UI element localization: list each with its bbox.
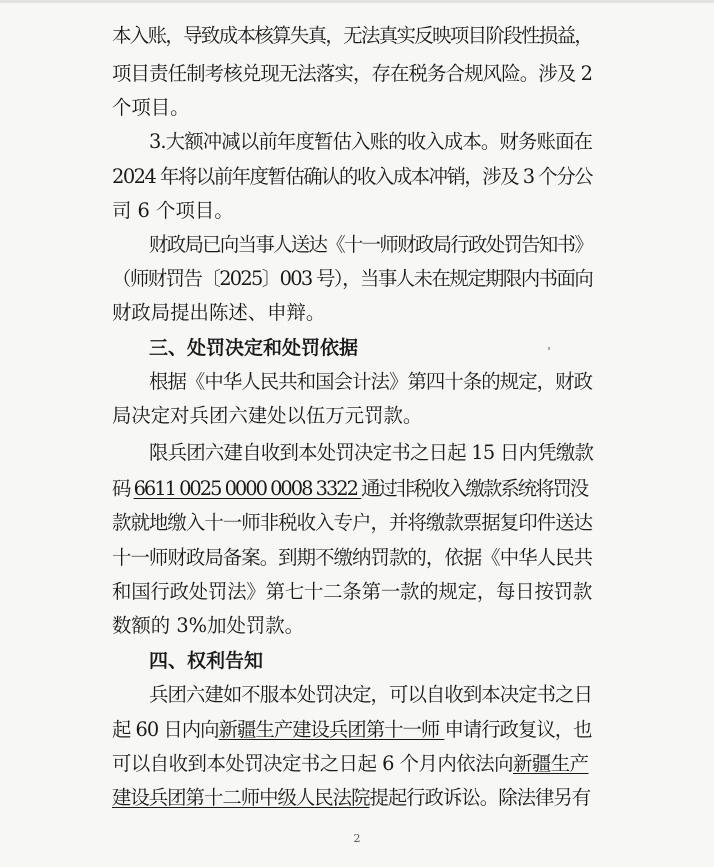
text-span: 码 xyxy=(112,477,134,500)
payment-code: 6611 0025 0000 0008 3322 xyxy=(133,477,362,500)
text-line: 本入账，导致成本核算失真，无法真实反映项目阶段性损益， xyxy=(112,24,592,47)
text-span: 起 60 日内向 xyxy=(112,718,219,741)
text-line-payment-code xyxy=(112,476,592,502)
text-span: 通过非税收入缴款系统将罚没 xyxy=(361,477,588,500)
page-top-edge xyxy=(0,0,714,3)
text-line: 款就地缴入十一师非税收入专户，并将缴款票据复印件送达 xyxy=(112,511,592,534)
text-line: 财政局提出陈述、申辩。 xyxy=(112,301,326,324)
text-line xyxy=(112,751,592,777)
text-line: 2024 年将以前年度暂估确认的收入成本冲销，涉及 3 个分公 xyxy=(112,165,592,188)
section-heading: 四、权利告知 xyxy=(149,650,264,672)
text-line: 根据《中华人民共和国会计法》第四十条的规定，财政 xyxy=(149,370,592,393)
court-name-part2: 建设兵团第十二师中级人民法院 xyxy=(112,786,370,809)
text-line: 限兵团六建自收到本处罚决定书之日起 15 日内凭缴款 xyxy=(149,441,594,464)
review-authority: 新疆生产建设兵团第十一师 xyxy=(218,718,445,741)
text-line: 司 6 个项目。 xyxy=(112,199,234,222)
court-name-part1: 新疆生产 xyxy=(512,752,589,775)
text-span: 申请行政复议，也 xyxy=(444,718,592,741)
text-line: 兵团六建如不服本处罚决定，可以自收到本决定书之日 xyxy=(149,683,592,706)
text-span: 提起行政诉讼。除法律另有 xyxy=(369,786,591,809)
page-number: 2 xyxy=(353,832,361,845)
text-line: （师财罚告〔2025〕003 号），当事人未在规定期限内书面向 xyxy=(112,267,592,290)
section-heading: 三、处罚决定和处罚依据 xyxy=(149,337,359,359)
text-line: 财政局已向当事人送达《十一师财政局行政处罚告知书》 xyxy=(149,233,592,256)
text-line: 和国行政处罚法》第七十二条第一款的规定，每日按罚款 xyxy=(112,580,592,603)
text-line: 十一师财政局备案。到期不缴纳罚款的，依据《中华人民共 xyxy=(112,546,592,569)
text-line: 数额的 3%加处罚款。 xyxy=(112,614,305,637)
text-line: 3.大额冲减以前年度暂估入账的收入成本。财务账面在 xyxy=(149,130,592,153)
text-line: 局决定对兵团六建处以伍万元罚款。 xyxy=(112,404,423,427)
text-line xyxy=(112,785,592,811)
text-line: 个项目。 xyxy=(112,96,190,119)
text-line xyxy=(112,717,592,743)
text-line: 项目责任制考核兑现无法落实，存在税务合规风险。涉及 2 xyxy=(112,62,592,85)
text-span: 可以自收到本处罚决定书之日起 6 个月内依法向 xyxy=(112,752,513,775)
scan-speck xyxy=(548,347,550,350)
